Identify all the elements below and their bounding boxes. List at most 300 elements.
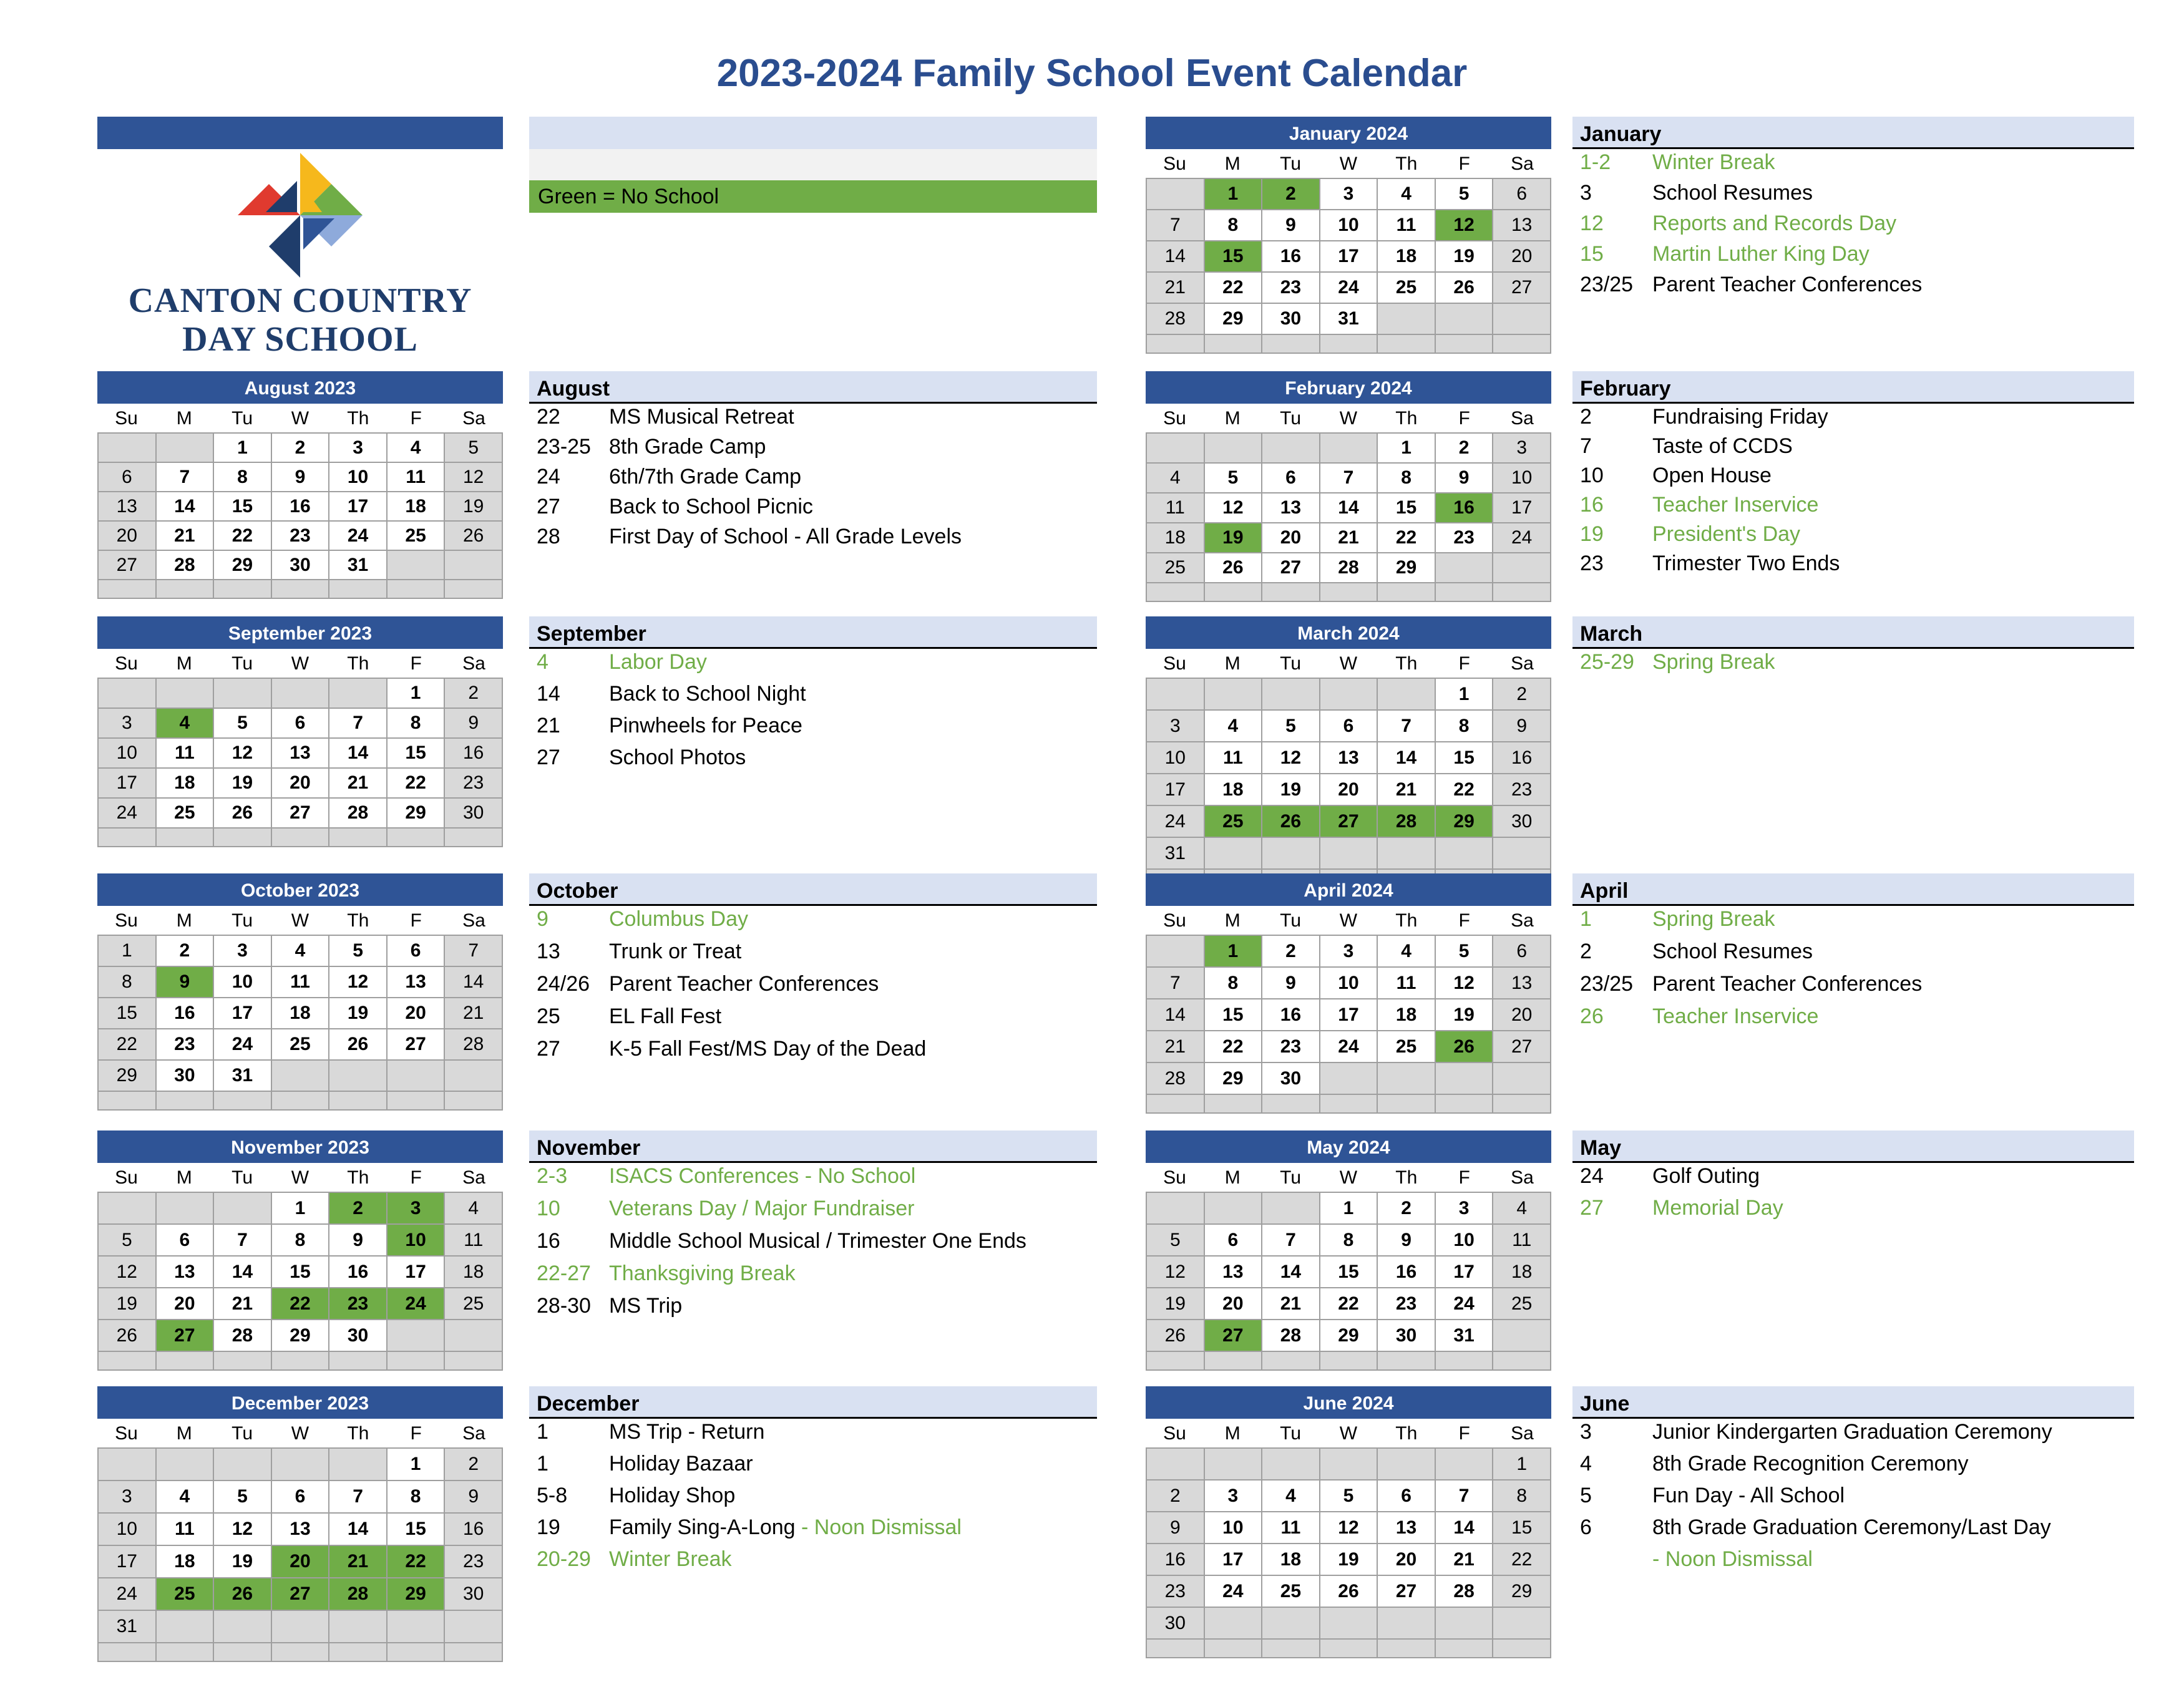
events-heading: August xyxy=(529,371,1097,404)
day-cell: 2 xyxy=(444,1448,502,1480)
weekday-header xyxy=(97,906,503,935)
events-heading: October xyxy=(529,873,1097,906)
day-cell: 1 xyxy=(98,935,156,966)
day-cell: 3 xyxy=(1204,1480,1262,1512)
event-text: Holiday Bazaar xyxy=(609,1452,753,1476)
weekday-header xyxy=(1146,1163,1551,1192)
event-date: 1-2 xyxy=(1580,150,1611,174)
month-events xyxy=(1572,117,2134,296)
event-date: 1 xyxy=(537,1452,548,1476)
day-cell: 19 xyxy=(1262,774,1320,805)
day-grid xyxy=(1146,1447,1551,1658)
empty-cell xyxy=(98,1448,156,1480)
event-date: 19 xyxy=(537,1515,560,1539)
day-cell: 15 xyxy=(213,492,271,521)
week-row xyxy=(1146,553,1551,583)
day-cell: 8 xyxy=(387,1480,445,1513)
event-date: 27 xyxy=(537,495,560,518)
weekday-label: Tu xyxy=(232,653,253,674)
logo-text-line1: CANTON COUNTRY xyxy=(128,281,472,320)
event-text: Memorial Day xyxy=(1652,1196,1783,1220)
day-cell: 3 xyxy=(1146,710,1204,742)
event-date: 23-25 xyxy=(537,435,591,459)
month-calendar xyxy=(97,873,503,1111)
day-cell: 3 xyxy=(1320,178,1378,210)
day-cell: 30 xyxy=(1377,1320,1435,1351)
day-cell: 22 xyxy=(387,768,445,798)
empty-cell xyxy=(1320,583,1378,601)
day-cell: 14 xyxy=(213,1256,271,1288)
day-cell: 4 xyxy=(387,433,445,462)
empty-cell xyxy=(1146,1351,1204,1370)
weekday-label: Sa xyxy=(462,1423,485,1444)
event-text: Trunk or Treat xyxy=(609,940,742,963)
weekday-label: Tu xyxy=(1280,1423,1302,1444)
day-cell: 17 xyxy=(1493,493,1551,523)
day-cell: 6 xyxy=(1493,935,1551,967)
day-cell: 16 xyxy=(1493,742,1551,774)
empty-cell xyxy=(1377,583,1435,601)
day-cell: 26 xyxy=(98,1320,156,1351)
day-cell: 23 xyxy=(271,521,329,550)
weekday-label: Su xyxy=(115,1423,138,1444)
day-cell: 25 xyxy=(1377,272,1435,303)
week-row xyxy=(1146,1544,1551,1575)
weekday-label: Th xyxy=(347,1423,369,1444)
empty-cell xyxy=(444,1351,502,1370)
legend-no-school: Green = No School xyxy=(529,180,1097,213)
day-cell: 28 xyxy=(1320,553,1378,583)
day-cell: 17 xyxy=(1204,1544,1262,1575)
day-cell: 18 xyxy=(156,1545,214,1578)
weekday-label: W xyxy=(1339,910,1358,931)
empty-cell xyxy=(1435,1094,1493,1113)
day-cell: 12 xyxy=(329,966,387,998)
weekday-label: Tu xyxy=(1280,910,1302,931)
day-cell: 18 xyxy=(1493,1256,1551,1288)
empty-cell xyxy=(1435,583,1493,601)
events-heading: May xyxy=(1572,1130,2134,1163)
event-text: Labor Day xyxy=(609,650,707,674)
event-date: 5 xyxy=(1580,1484,1592,1507)
weekday-label: F xyxy=(1458,408,1470,429)
empty-cell xyxy=(387,580,445,598)
day-cell: 7 xyxy=(1146,210,1204,241)
weekday-label: Sa xyxy=(1511,1167,1534,1188)
event-date: 23/25 xyxy=(1580,273,1634,296)
month-title: May 2024 xyxy=(1146,1130,1551,1163)
day-cell: 18 xyxy=(156,768,214,798)
day-cell: 12 xyxy=(1435,210,1493,241)
day-cell: 3 xyxy=(387,1192,445,1224)
day-cell: 19 xyxy=(1204,523,1262,553)
event-date: 28 xyxy=(537,525,560,548)
day-cell: 7 xyxy=(329,708,387,738)
day-cell: 20 xyxy=(1493,999,1551,1031)
day-cell: 29 xyxy=(1377,553,1435,583)
events-heading: January xyxy=(1572,117,2134,149)
day-cell: 17 xyxy=(98,1545,156,1578)
day-cell: 25 xyxy=(1377,1031,1435,1062)
empty-cell xyxy=(156,1192,214,1224)
day-cell: 2 xyxy=(444,678,502,708)
day-cell: 28 xyxy=(1377,805,1435,837)
event-date: 27 xyxy=(537,746,560,769)
empty-cell xyxy=(271,1351,329,1370)
day-cell: 12 xyxy=(1204,493,1262,523)
day-cell: 19 xyxy=(1320,1544,1378,1575)
week-row xyxy=(98,708,502,738)
weekday-header xyxy=(97,404,503,432)
day-cell: 3 xyxy=(213,935,271,966)
week-row xyxy=(1146,710,1551,742)
day-cell: 24 xyxy=(98,1578,156,1610)
day-cell: 21 xyxy=(329,768,387,798)
weekday-label: Th xyxy=(1395,910,1418,931)
day-cell: 22 xyxy=(1435,774,1493,805)
day-cell: 13 xyxy=(271,1513,329,1545)
day-cell: 18 xyxy=(1204,774,1262,805)
weekday-header xyxy=(97,1419,503,1447)
day-cell: 20 xyxy=(271,768,329,798)
empty-cell xyxy=(1146,334,1204,353)
empty-cell xyxy=(329,1091,387,1110)
empty-cell xyxy=(1377,303,1435,334)
day-cell: 24 xyxy=(1320,1031,1378,1062)
event-date: 7 xyxy=(1580,434,1592,458)
event-date: 10 xyxy=(537,1197,560,1220)
event-text: Parent Teacher Conferences xyxy=(609,972,879,996)
event-date: 9 xyxy=(537,907,548,931)
empty-cell xyxy=(1320,837,1378,869)
empty-cell xyxy=(98,580,156,598)
day-cell: 16 xyxy=(1262,999,1320,1031)
empty-cell xyxy=(1204,1351,1262,1370)
month-title: January 2024 xyxy=(1146,117,1551,149)
empty-cell xyxy=(387,1091,445,1110)
day-cell: 26 xyxy=(1262,805,1320,837)
day-cell: 15 xyxy=(1377,493,1435,523)
empty-cell xyxy=(213,1643,271,1661)
week-row xyxy=(98,1320,502,1351)
day-grid xyxy=(1146,935,1551,1114)
day-cell: 23 xyxy=(444,768,502,798)
day-cell: 30 xyxy=(1493,805,1551,837)
day-grid xyxy=(1146,178,1551,354)
day-cell: 3 xyxy=(98,1480,156,1513)
event-text: 6th/7th Grade Camp xyxy=(609,465,802,489)
weekday-label: F xyxy=(410,910,422,931)
empty-cell xyxy=(329,1060,387,1091)
week-row xyxy=(1146,1288,1551,1320)
empty-cell xyxy=(1493,553,1551,583)
event-date: 24 xyxy=(1580,1164,1604,1188)
event-date: 22 xyxy=(537,405,560,429)
event-date: 3 xyxy=(1580,181,1592,205)
empty-cell xyxy=(444,1091,502,1110)
day-cell: 9 xyxy=(329,1224,387,1256)
weekday-label: Sa xyxy=(462,653,485,674)
week-row xyxy=(98,1610,502,1643)
event-text: Thanksgiving Break xyxy=(609,1262,796,1285)
day-cell: 6 xyxy=(271,1480,329,1513)
empty-cell xyxy=(1204,678,1262,710)
week-row xyxy=(1146,210,1551,241)
week-row xyxy=(98,1480,502,1513)
week-row xyxy=(98,1091,502,1110)
day-cell: 20 xyxy=(387,998,445,1029)
day-cell: 6 xyxy=(1320,710,1378,742)
day-cell: 28 xyxy=(444,1029,502,1060)
day-cell: 13 xyxy=(1493,967,1551,999)
day-cell: 6 xyxy=(271,708,329,738)
empty-cell xyxy=(1435,334,1493,353)
day-cell: 19 xyxy=(213,1545,271,1578)
event-text: Middle School Musical / Trimester One Ends xyxy=(609,1229,1026,1253)
week-row xyxy=(1146,1192,1551,1224)
empty-cell xyxy=(444,828,502,847)
event-text: Trimester Two Ends xyxy=(1652,552,1840,575)
day-cell: 28 xyxy=(1435,1575,1493,1607)
events-heading: March xyxy=(1572,616,2134,649)
day-cell: 25 xyxy=(1262,1575,1320,1607)
empty-cell xyxy=(1262,1448,1320,1480)
empty-cell xyxy=(1204,1639,1262,1658)
day-cell: 19 xyxy=(213,768,271,798)
empty-cell xyxy=(213,1448,271,1480)
day-cell: 10 xyxy=(1204,1512,1262,1544)
day-cell: 1 xyxy=(1493,1448,1551,1480)
empty-cell xyxy=(1493,303,1551,334)
day-cell: 7 xyxy=(329,1480,387,1513)
empty-cell xyxy=(271,1448,329,1480)
day-cell: 16 xyxy=(1435,493,1493,523)
empty-cell xyxy=(1320,334,1378,353)
weekday-label: Su xyxy=(1163,153,1186,174)
event-date: 4 xyxy=(537,650,548,674)
day-cell: 4 xyxy=(1262,1480,1320,1512)
day-cell: 5 xyxy=(1435,935,1493,967)
day-cell: 10 xyxy=(1493,463,1551,493)
event-text: Back to School Night xyxy=(609,682,806,706)
day-cell: 27 xyxy=(1204,1320,1262,1351)
empty-cell xyxy=(329,828,387,847)
day-cell: 22 xyxy=(271,1288,329,1320)
empty-cell xyxy=(213,1610,271,1643)
week-row xyxy=(98,462,502,492)
day-cell: 12 xyxy=(1262,742,1320,774)
day-cell: 19 xyxy=(1435,999,1493,1031)
empty-cell xyxy=(387,1060,445,1091)
day-cell: 29 xyxy=(1435,805,1493,837)
empty-cell xyxy=(1493,1351,1551,1370)
legend-header xyxy=(529,117,1097,149)
week-row xyxy=(1146,1448,1551,1480)
week-row xyxy=(98,935,502,966)
weekday-label: Tu xyxy=(232,1423,253,1444)
event-date: 23/25 xyxy=(1580,972,1634,996)
day-cell: 2 xyxy=(329,1192,387,1224)
day-cell: 17 xyxy=(213,998,271,1029)
weekday-label: M xyxy=(1224,653,1241,674)
month-calendar xyxy=(1146,1386,1551,1658)
month-title: September 2023 xyxy=(97,616,503,649)
day-cell: 8 xyxy=(1377,463,1435,493)
event-date: 28-30 xyxy=(537,1294,591,1318)
day-cell: 18 xyxy=(444,1256,502,1288)
empty-cell xyxy=(98,1351,156,1370)
week-row xyxy=(98,433,502,462)
day-cell: 22 xyxy=(213,521,271,550)
day-cell: 25 xyxy=(156,1578,214,1610)
day-cell: 2 xyxy=(1435,433,1493,463)
month-events xyxy=(1572,873,2134,1028)
weekday-label: Th xyxy=(347,910,369,931)
month-events xyxy=(529,1386,1097,1571)
event-text: School Resumes xyxy=(1652,181,1813,205)
day-cell: 17 xyxy=(1146,774,1204,805)
weekday-header xyxy=(1146,906,1551,935)
day-cell: 29 xyxy=(1204,1062,1262,1094)
day-cell: 1 xyxy=(1320,1192,1378,1224)
empty-cell xyxy=(387,1320,445,1351)
empty-cell xyxy=(98,678,156,708)
event-text: Winter Break xyxy=(1652,150,1775,174)
weekday-label: F xyxy=(1458,1167,1470,1188)
day-cell: 25 xyxy=(387,521,445,550)
day-grid xyxy=(1146,432,1551,602)
day-cell: 17 xyxy=(1435,1256,1493,1288)
weekday-label: M xyxy=(176,910,192,931)
empty-cell xyxy=(1320,433,1378,463)
weekday-label: M xyxy=(1224,1167,1241,1188)
week-row xyxy=(98,580,502,598)
day-cell: 22 xyxy=(1377,523,1435,553)
weekday-label: Th xyxy=(347,1167,369,1188)
empty-cell xyxy=(1435,1448,1493,1480)
event-text: Back to School Picnic xyxy=(609,495,813,518)
empty-cell xyxy=(1146,678,1204,710)
day-cell: 19 xyxy=(444,492,502,521)
empty-cell xyxy=(1493,1607,1551,1639)
week-row xyxy=(1146,742,1551,774)
weekday-label: W xyxy=(291,910,310,931)
day-cell: 10 xyxy=(387,1224,445,1256)
day-cell: 24 xyxy=(98,798,156,828)
day-cell: 10 xyxy=(329,462,387,492)
page-title: 2023-2024 Family School Event Calendar xyxy=(716,52,1468,95)
empty-cell xyxy=(444,1060,502,1091)
event-note: - Noon Dismissal xyxy=(795,1515,962,1539)
week-row xyxy=(98,998,502,1029)
day-cell: 25 xyxy=(1493,1288,1551,1320)
day-cell: 15 xyxy=(98,998,156,1029)
event-date: 21 xyxy=(537,714,560,737)
day-cell: 13 xyxy=(156,1256,214,1288)
week-row xyxy=(1146,805,1551,837)
week-row xyxy=(1146,463,1551,493)
day-cell: 11 xyxy=(444,1224,502,1256)
weekday-label: W xyxy=(291,653,310,674)
empty-cell xyxy=(1493,334,1551,353)
day-cell: 3 xyxy=(329,433,387,462)
empty-cell xyxy=(1493,1062,1551,1094)
week-row xyxy=(1146,774,1551,805)
day-cell: 6 xyxy=(98,462,156,492)
event-date: 24 xyxy=(537,465,560,489)
day-cell: 24 xyxy=(1320,272,1378,303)
day-cell: 10 xyxy=(1320,210,1378,241)
day-cell: 14 xyxy=(444,966,502,998)
empty-cell xyxy=(444,550,502,580)
event-text: Reports and Records Day xyxy=(1652,212,1897,235)
day-cell: 15 xyxy=(387,1513,445,1545)
day-cell: 27 xyxy=(1262,553,1320,583)
day-cell: 15 xyxy=(1204,241,1262,272)
weekday-label: W xyxy=(1339,1167,1358,1188)
day-cell: 20 xyxy=(1204,1288,1262,1320)
day-cell: 2 xyxy=(1377,1192,1435,1224)
day-cell: 17 xyxy=(329,492,387,521)
weekday-label: M xyxy=(1224,910,1241,931)
day-grid xyxy=(1146,678,1551,888)
day-cell: 12 xyxy=(1146,1256,1204,1288)
empty-cell xyxy=(1204,837,1262,869)
empty-cell xyxy=(1146,1448,1204,1480)
day-cell: 15 xyxy=(1435,742,1493,774)
month-calendar xyxy=(1146,371,1551,602)
day-cell: 3 xyxy=(98,708,156,738)
day-cell: 4 xyxy=(1377,935,1435,967)
event-text: K-5 Fall Fest/MS Day of the Dead xyxy=(609,1037,927,1061)
weekday-label: Su xyxy=(115,653,138,674)
empty-cell xyxy=(271,678,329,708)
empty-cell xyxy=(156,678,214,708)
day-cell: 3 xyxy=(1493,433,1551,463)
empty-cell xyxy=(444,1610,502,1643)
empty-cell xyxy=(213,580,271,598)
day-cell: 15 xyxy=(1320,1256,1378,1288)
empty-cell xyxy=(1377,678,1435,710)
week-row xyxy=(98,1288,502,1320)
empty-cell xyxy=(387,1643,445,1661)
weekday-label: F xyxy=(1458,1423,1470,1444)
day-cell: 1 xyxy=(1204,935,1262,967)
day-cell: 27 xyxy=(271,1578,329,1610)
event-text: ISACS Conferences - No School xyxy=(609,1164,916,1188)
day-cell: 10 xyxy=(1320,967,1378,999)
empty-cell xyxy=(1204,583,1262,601)
day-cell: 26 xyxy=(1435,272,1493,303)
empty-cell xyxy=(1320,1448,1378,1480)
day-cell: 4 xyxy=(1493,1192,1551,1224)
day-cell: 6 xyxy=(1377,1480,1435,1512)
day-cell: 14 xyxy=(1146,241,1204,272)
day-cell: 11 xyxy=(271,966,329,998)
event-text: Parent Teacher Conferences xyxy=(1652,273,1923,296)
day-cell: 18 xyxy=(271,998,329,1029)
month-title: December 2023 xyxy=(97,1386,503,1419)
weekday-label: W xyxy=(1339,653,1358,674)
day-cell: 25 xyxy=(156,798,214,828)
day-cell: 5 xyxy=(213,708,271,738)
day-cell: 21 xyxy=(1377,774,1435,805)
day-cell: 7 xyxy=(1377,710,1435,742)
event-date: 16 xyxy=(1580,493,1604,517)
month-title: November 2023 xyxy=(97,1130,503,1163)
empty-cell xyxy=(213,1351,271,1370)
month-calendar xyxy=(97,1386,503,1662)
